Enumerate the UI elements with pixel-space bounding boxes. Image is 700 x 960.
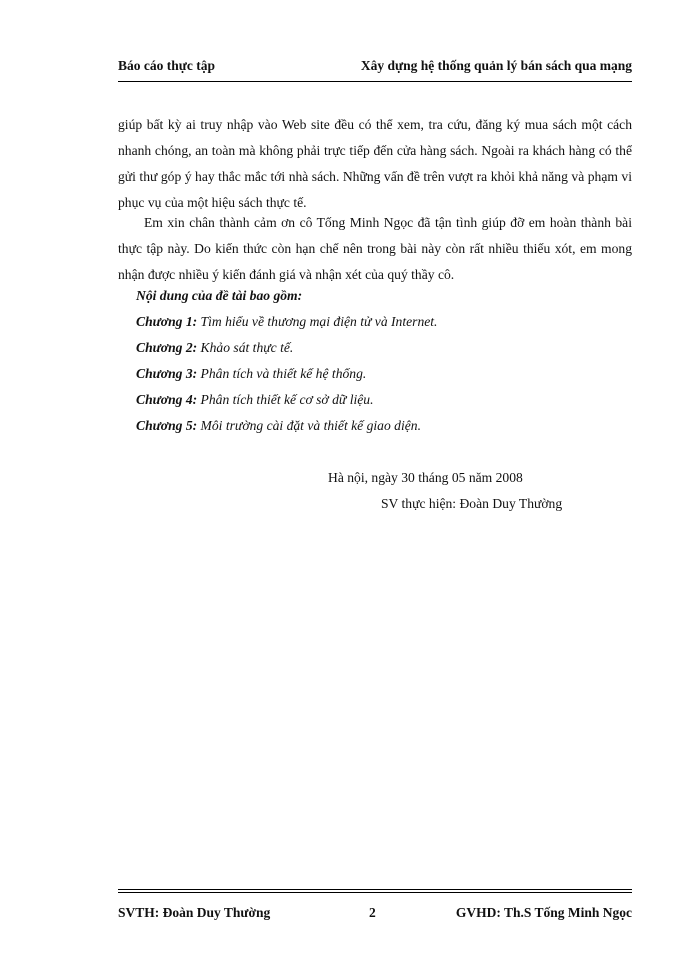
chapter-label: Chương 1: [136, 314, 198, 329]
chapter-text: Phân tích thiết kế cơ sở dữ liệu. [197, 392, 374, 407]
chapter-label: Chương 5: [136, 418, 198, 433]
chapter-label: Chương 2: [136, 340, 198, 355]
footer-advisor: GVHD: Th.S Tống Minh Ngọc [455, 905, 632, 920]
header-title-right: Xây dựng hệ thống quản lý bán sách qua mạng [360, 58, 632, 73]
footer-page-number: 2 [369, 905, 376, 920]
header-rule [118, 81, 632, 82]
chapter-item [136, 366, 366, 382]
chapter-label: Chương 4: [136, 392, 198, 407]
contents-heading: Nội dung của đề tài bao gồm: [136, 288, 303, 303]
signature-place-date: Hà nội, ngày 30 tháng 05 năm 2008 [328, 470, 523, 485]
footer-rule-bottom [118, 892, 632, 893]
chapter-text: Tìm hiểu về thương mại điện tử và Internet. [197, 314, 438, 329]
chapter-item [136, 314, 437, 330]
paragraph-thanks: Em xin chân thành cảm ơn cô Tống Minh Ngọc đã tận tình giúp đỡ em hoàn thành bài thực tập này. Do kiến thức còn hạn chế nên trong bài này còn rất nhiều thiếu xót, em mong nhận được nhiều ý kiến đánh giá và nhận xét của quý thầy cô. [118, 215, 632, 282]
header-title-left: Báo cáo thực tập [118, 58, 215, 73]
footer-rule-top [118, 889, 632, 890]
chapter-text: Khảo sát thực tế. [197, 340, 294, 355]
chapter-text: Môi trường cài đặt và thiết kế giao diện. [197, 418, 421, 433]
chapter-text: Phân tích và thiết kế hệ thống. [197, 366, 367, 381]
chapter-item [136, 418, 421, 434]
chapter-item [136, 392, 373, 408]
chapter-item [136, 340, 293, 356]
paragraph-intro: giúp bất kỳ ai truy nhập vào Web site đều có thể xem, tra cứu, đăng ký mua sách một cách nhanh chóng, an toàn mà không phải trực tiếp đến cửa hàng sách. Ngoài ra khách hàng có thể gửi thư góp ý hay thắc mắc tới nhà sách. Những vấn đề trên vượt ra khỏi khả năng và phạm vi phục vụ của một hiệu sách thực tế. [118, 117, 632, 210]
chapter-label: Chương 3: [136, 366, 198, 381]
footer-student: SVTH: Đoàn Duy Thường [118, 905, 271, 920]
signature-author: SV thực hiện: Đoàn Duy Thường [381, 496, 563, 511]
